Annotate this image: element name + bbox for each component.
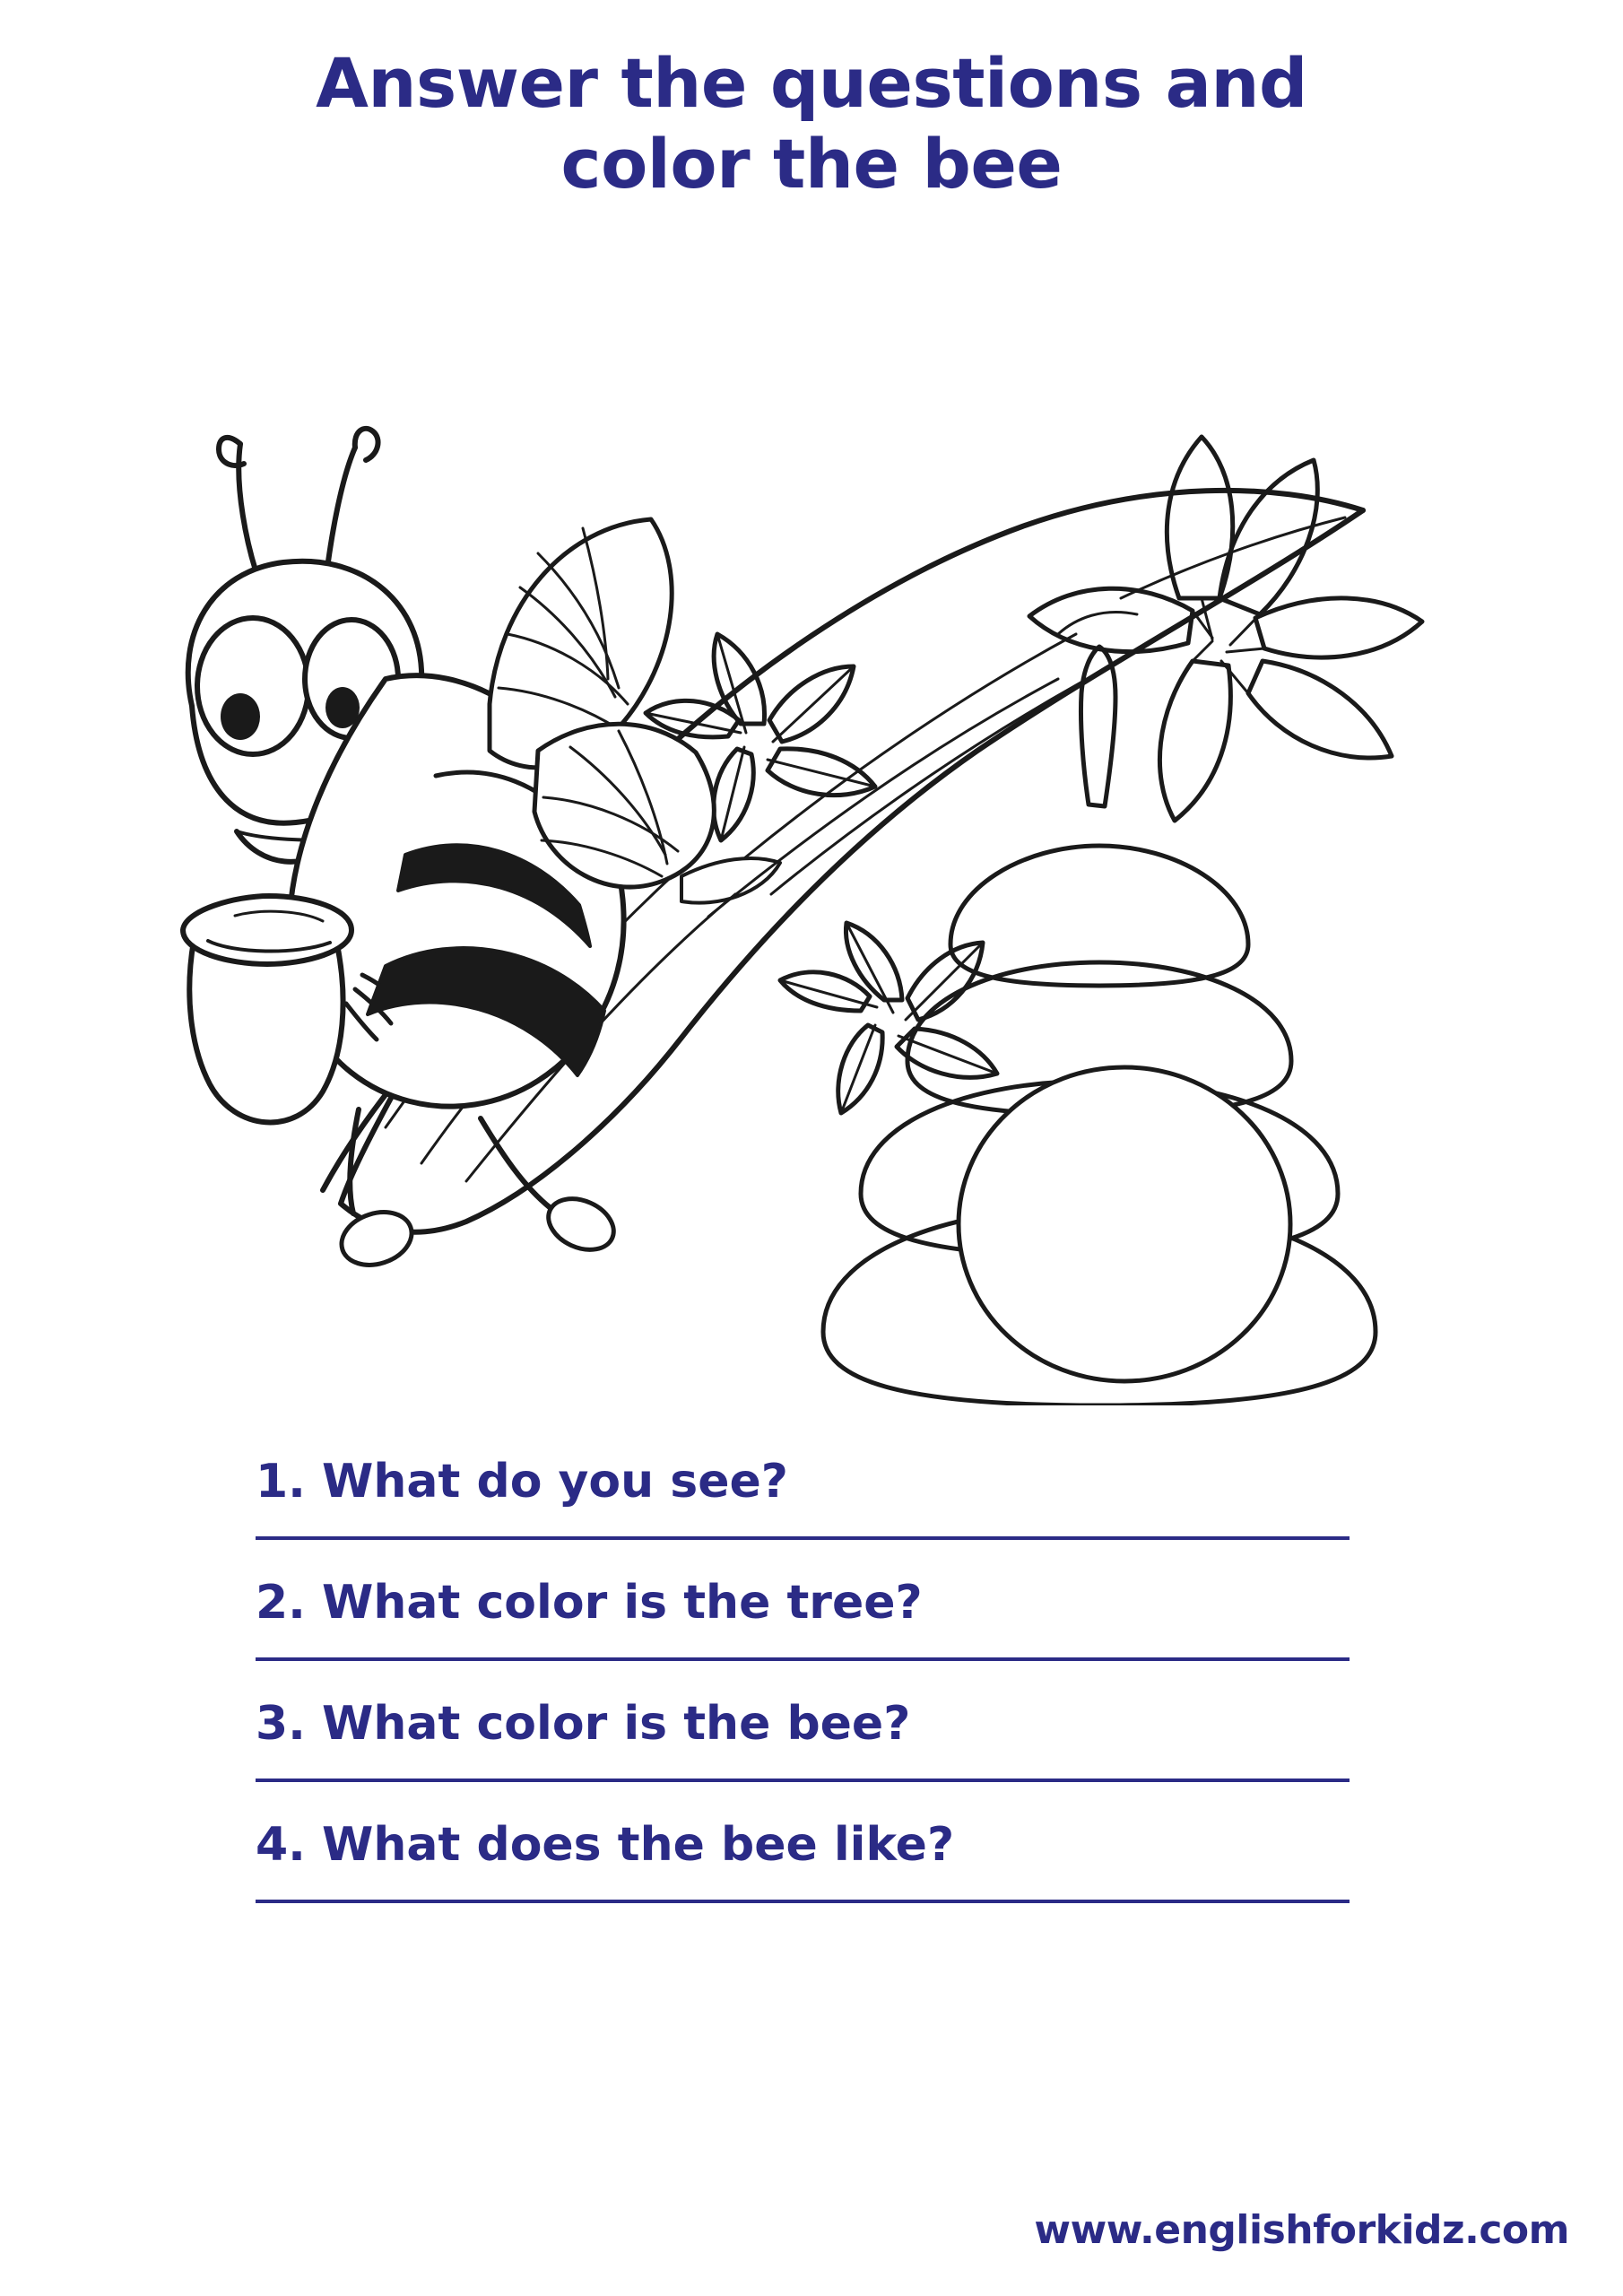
question-block-4 bbox=[256, 1816, 1367, 1903]
leaf-cluster-lower bbox=[780, 923, 997, 1113]
questions-section bbox=[256, 1453, 1367, 1937]
website-footer: www.englishforkidz.com bbox=[1034, 2207, 1569, 2253]
question-block-3 bbox=[256, 1695, 1367, 1782]
question-text-3: 3. What color is the bee? bbox=[256, 1697, 911, 1751]
page-title-line-1: Answer the questions and bbox=[316, 43, 1307, 123]
bee-illustration bbox=[0, 213, 1623, 1405]
question-block-2 bbox=[256, 1574, 1367, 1661]
question-text-4: 4. What does the bee like? bbox=[256, 1818, 955, 1872]
page-title bbox=[0, 0, 1623, 204]
answer-line-3[interactable] bbox=[256, 1779, 1350, 1782]
answer-line-4[interactable] bbox=[256, 1900, 1350, 1903]
page-title-line-2: color the bee bbox=[560, 123, 1063, 204]
answer-line-2[interactable] bbox=[256, 1657, 1350, 1661]
honey-pot bbox=[183, 896, 352, 1122]
question-block-1 bbox=[256, 1453, 1367, 1540]
question-text-1: 1. What do you see? bbox=[256, 1455, 788, 1509]
question-text-2: 2. What color is the tree? bbox=[256, 1576, 923, 1630]
answer-line-1[interactable] bbox=[256, 1536, 1350, 1540]
